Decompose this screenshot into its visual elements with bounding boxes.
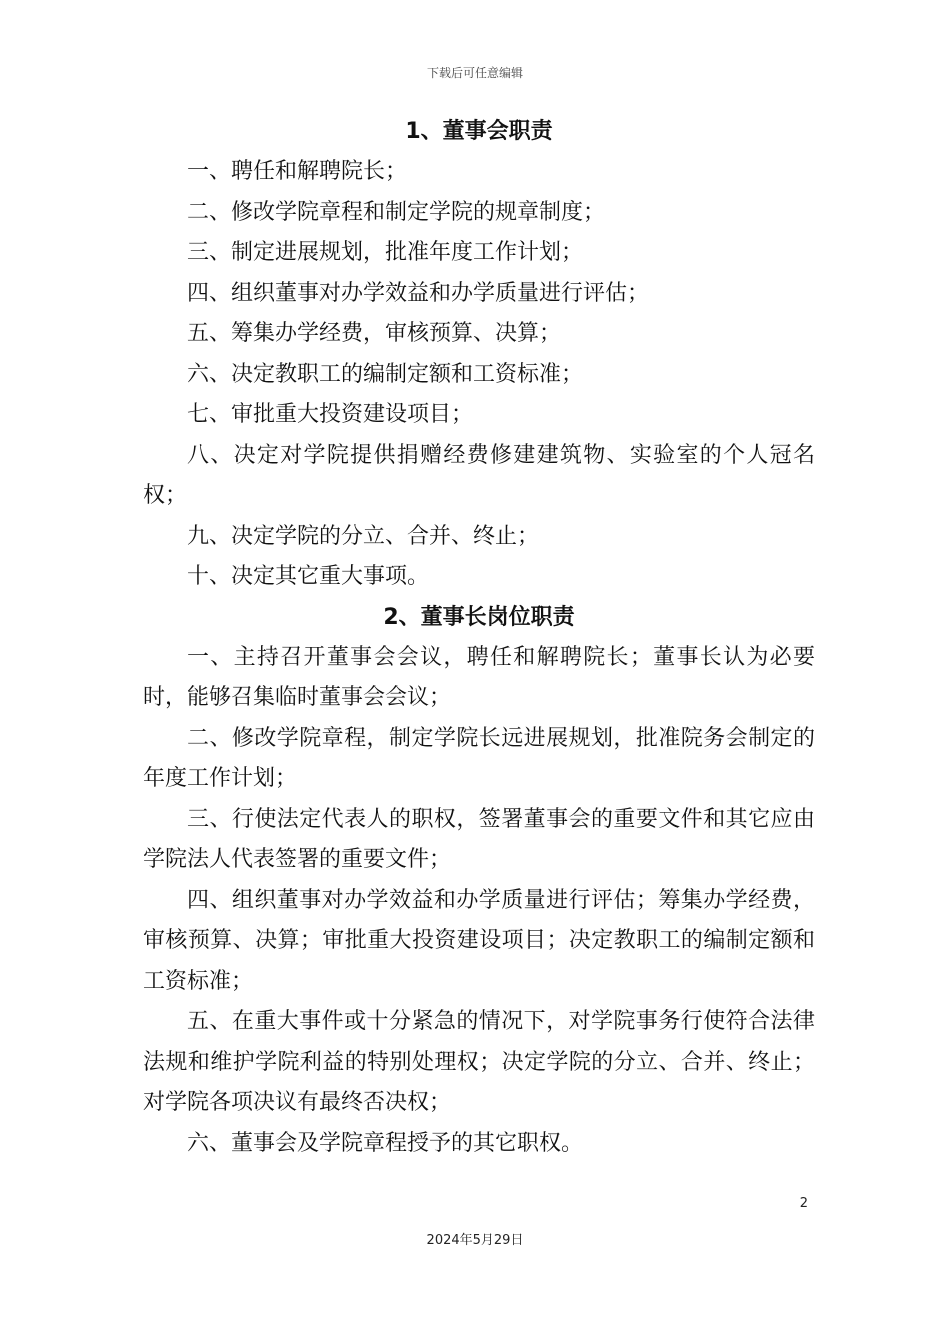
document-body (143, 112, 815, 1164)
chairman-duty-item: 六、董事会及学院章程授予的其它职权。 (187, 1130, 584, 1156)
board-duty-item: 八、决定对学院提供捐赠经费修建建筑物、实验室的个人冠名权； (143, 442, 815, 508)
chairman-duty-item: 四、组织董事对办学效益和办学质量进行评估；筹集办学经费，审核预算、决算；审批重大投资建设项目；决定教职工的编制定额和工资标准； (143, 887, 815, 994)
board-duty-item: 一、聘任和解聘院长； (187, 159, 408, 184)
board-duty-item: 十、决定其它重大事项。 (187, 564, 430, 589)
board-duty-item: 五、筹集办学经费，审核预算、决算； (187, 321, 562, 346)
page-header: 下载后可任意编辑 (426, 66, 523, 80)
page-footer-date: 2024年5月29日 (426, 1233, 524, 1248)
board-duty-item: 七、审批重大投资建设项目； (187, 402, 474, 427)
chairman-duty-item: 一、主持召开董事会会议，聘任和解聘院长；董事长认为必要时，能够召集临时董事会会议； (143, 644, 815, 710)
board-duty-item: 二、修改学院章程和制定学院的规章制度； (187, 199, 606, 225)
chairman-duty-item: 三、行使法定代表人的职权，签署董事会的重要文件和其它应由学院法人代表签署的重要文件； (143, 806, 815, 872)
chairman-duty-item: 二、修改学院章程，制定学院长远进展规划，批准院务会制定的年度工作计划； (143, 725, 815, 791)
board-duty-item: 六、决定教职工的编制定额和工资标准； (187, 361, 584, 387)
board-duty-item: 九、决定学院的分立、合并、终止； (187, 523, 540, 549)
board-duty-item: 四、组织董事对办学效益和办学质量进行评估； (187, 280, 650, 306)
section-heading-chairman-duties: 2、董事长岗位职责 (383, 604, 575, 630)
chairman-duty-item: 五、在重大事件或十分紧急的情况下，对学院事务行使符合法律法规和维护学院利益的特别处理权；决定学院的分立、合并、终止；对学院各项决议有最终否决权； (143, 1009, 815, 1115)
page-number: 2 (799, 1196, 808, 1211)
section-heading-board-duties: 1、董事会职责 (405, 119, 553, 144)
board-duty-item: 三、制定进展规划，批准年度工作计划； (187, 240, 584, 265)
